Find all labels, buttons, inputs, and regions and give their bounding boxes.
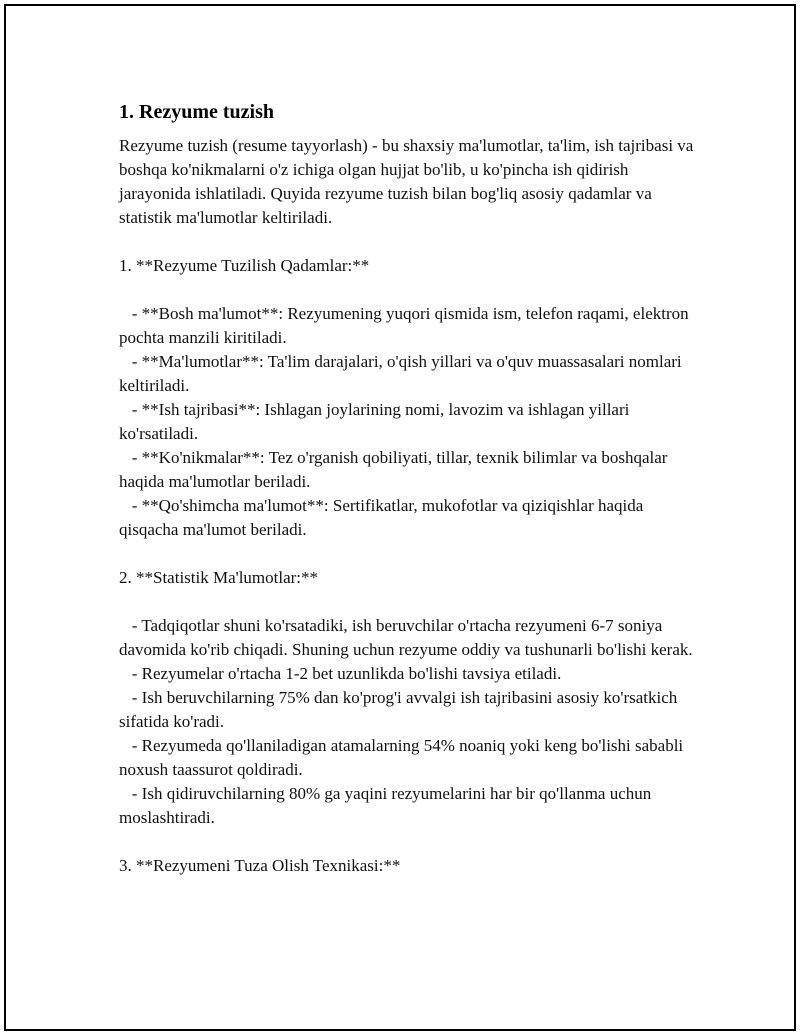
intro-paragraph: Rezyume tuzish (resume tayyorlash) - bu shaxsiy ma'lumotlar, ta'lim, ish tajribasi va boshqa ko'nikmalarni o'z ichiga olgan hujjat bo'lib, u ko'pincha ish qidirish jarayonida ishlatiladi. Quyida rezyume tuzish bilan bog'liq asosiy qadamlar va statistik ma'lumotlar keltiriladi.: [119, 136, 698, 227]
spacer: [119, 230, 699, 254]
spacer: [119, 590, 699, 614]
list-item: - Ish beruvchilarning 75% dan ko'prog'i avvalgi ish tajribasini asosiy ko'rsatkich sifatida ko'radi.: [119, 688, 682, 731]
page-frame: [4, 4, 796, 1031]
list-item: - Rezyumelar o'rtacha 1-2 bet uzunlikda bo'lishi tavsiya etiladi.: [119, 664, 562, 683]
list-item: - Tadqiqotlar shuni ko'rsatadiki, ish beruvchilar o'rtacha rezyumeni 6-7 soniya davomida ko'rib chiqadi. Shuning uchun rezyume oddiy va tushunarli bo'lishi kerak.: [119, 616, 693, 659]
spacer: [119, 278, 699, 302]
list-item: - **Ma'lumotlar**: Ta'lim darajalari, o'qish yillari va o'quv muassasalari nomlari keltiriladi.: [119, 352, 686, 395]
list-item: - **Qo'shimcha ma'lumot**: Sertifikatlar, mukofotlar va qiziqishlar haqida qisqacha ma'lumot beriladi.: [119, 496, 648, 539]
section-heading: 2. **Statistik Ma'lumotlar:**: [119, 568, 319, 587]
section-heading: 3. **Rezyumeni Tuza Olish Texnikasi:**: [119, 856, 401, 875]
spacer: [119, 542, 699, 566]
document-title: 1. Rezyume tuzish: [119, 101, 274, 123]
document-body: [119, 98, 699, 878]
section-heading: 1. **Rezyume Tuzilish Qadamlar:**: [119, 256, 370, 275]
list-item: - Ish qidiruvchilarning 80% ga yaqini rezyumelarini har bir qo'llanma uchun moslashtiradi.: [119, 784, 656, 827]
list-item: - Rezyumeda qo'llaniladigan atamalarning 54% noaniq yoki keng bo'lishi sababli noxush taassurot qoldiradi.: [119, 736, 688, 779]
list-item: - **Bosh ma'lumot**: Rezyumening yuqori qismida ism, telefon raqami, elektron pochta manzili kiritiladi.: [119, 304, 693, 347]
spacer: [119, 830, 699, 854]
list-item: - **Ish tajribasi**: Ishlagan joylarining nomi, lavozim va ishlagan yillari ko'rsatiladi.: [119, 400, 634, 443]
list-item: - **Ko'nikmalar**: Tez o'rganish qobiliyati, tillar, texnik bilimlar va boshqalar haqida ma'lumotlar beriladi.: [119, 448, 672, 491]
